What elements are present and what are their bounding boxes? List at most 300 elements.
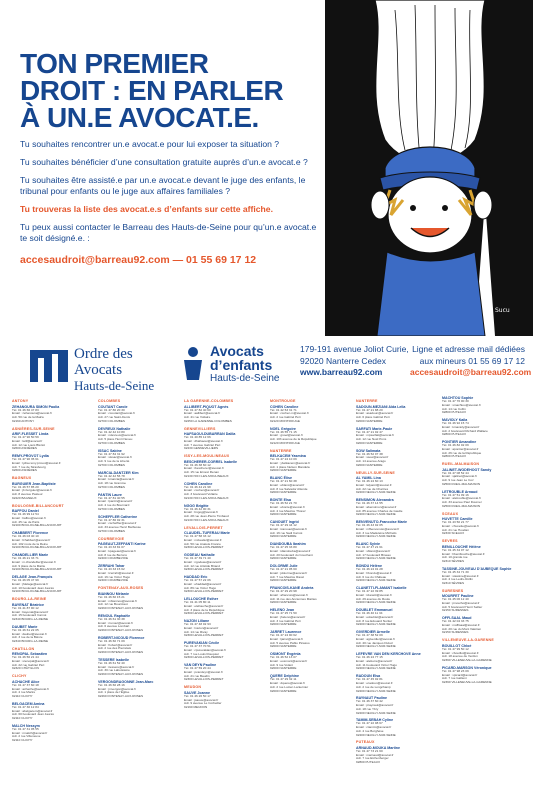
lawyer-entry — [98, 405, 179, 424]
ordre-logo-line1: Ordre des Avocats — [74, 346, 133, 378]
lawyer-detail: Tél. 01 46 52 07 38 — [356, 451, 383, 456]
lawyer-detail: Email : larif@avocat.fr — [12, 438, 43, 443]
city-heading: NANTERRE — [270, 448, 292, 453]
lawyer-detail: Adr. 11 boulevard Victor Hugo — [356, 662, 397, 667]
lawyer-detail: 92200 NEUILLY-SUR-SEINE — [356, 534, 396, 539]
city-heading: BOULOGNE-BILLANCOURT — [12, 503, 64, 508]
lawyer-entry — [270, 476, 351, 495]
lawyer-entry — [184, 531, 265, 550]
lawyer-detail: Tél. 01 47 37 70 51 — [184, 644, 211, 649]
lawyer-detail: Tél. 01 47 08 52 44 — [442, 470, 469, 475]
lawyer-detail: 92000 NANTERRE — [270, 622, 297, 627]
lawyer-name: OSMONT Evgénia — [270, 652, 301, 657]
lawyer-name: CLANETTI-FLAMANT Isabelle — [356, 586, 407, 591]
lawyer-entry — [356, 746, 437, 765]
lawyer-entry — [184, 575, 265, 594]
lawyer-detail: Email : ccohen.m@avocat.fr — [270, 411, 309, 416]
lawyer-detail: Email : chuvette@avocat.fr — [442, 523, 480, 528]
lawyer-detail: Tél. 01 47 31 05 55 — [12, 726, 39, 731]
lawyer-detail: Adr. 4 rue Borghèse — [356, 728, 384, 733]
lawyer-entry — [356, 564, 437, 583]
lawyer-detail: Adr. 1 place Nelson Mandela — [270, 464, 310, 469]
lawyer-detail: Email : ebonte@avocat.fr — [270, 504, 305, 509]
lawyer-entry — [442, 644, 523, 663]
lawyer-detail: Tél. 01 46 60 15 21 — [98, 594, 125, 599]
lawyer-name: TAMIM-SEBAH Cyline — [356, 718, 394, 723]
lawyer-detail: 92260 FONTENAY-AUX-ROSES — [98, 671, 144, 676]
lawyer-name: BLANC Sylvie — [356, 542, 380, 547]
lawyer-name: MACHTOU Sophie — [442, 396, 474, 400]
lawyer-entry — [356, 696, 437, 715]
lawyer-name: GIVERDIER Armelle — [356, 630, 390, 635]
lawyer-detail: Adr. 30 rue Laboissière — [98, 668, 130, 673]
lawyer-detail: Email : daubet@avocat.fr — [12, 631, 47, 636]
lawyer-detail: Adr. 5 boulevard Henri Sellier — [442, 604, 483, 609]
lawyer-detail: Email : cpurevakian@avocat.fr — [184, 648, 227, 653]
lawyer-detail: Email : lalyamil@avocat.fr — [356, 482, 392, 487]
lawyer-detail: Tél. 01 46 24 60 13 — [356, 479, 383, 484]
city-heading: CLICHY — [12, 674, 27, 679]
lawyer-detail: 92160 ANTONY — [12, 418, 35, 423]
lawyer-detail: 92130 ISSY-LES-MOULINEAUX — [184, 517, 229, 522]
lawyer-entry — [356, 427, 437, 446]
lawyer-name: HADDAD Eric — [184, 575, 208, 580]
lawyer-detail: Adr. 3 rue Madeleine Michelis — [356, 530, 397, 535]
lawyer-detail: Email : dquere@avocat.fr — [270, 681, 305, 686]
lawyer-detail: Adr. 9 place de la Mairie — [12, 563, 46, 568]
lawyer-detail: Adr. 7 rue Gallieni — [442, 676, 467, 681]
lawyer-name: DIANDOUBA Ibrahim — [270, 542, 306, 547]
lawyer-detail: Adr. 18 rue Gramme — [98, 481, 127, 486]
lawyer-detail: 92200 NEUILLY-SUR-SEINE — [356, 644, 396, 649]
lawyer-detail: Email : bayenat@avocat.fr — [12, 609, 49, 614]
child-under-robe-illustration — [325, 0, 533, 336]
lawyer-detail: Email : ibescherer@avocat.fr — [184, 466, 224, 471]
lawyer-entry — [184, 460, 265, 479]
lawyer-detail: Email : alefevre@avocat.fr — [356, 659, 393, 664]
lawyer-name: ISSAC Sabine — [98, 448, 122, 453]
lawyer-detail: 92390 VILLENEUVE-LA-GARENNE — [442, 657, 492, 662]
website-link[interactable]: www.barreau92.com — [300, 367, 383, 377]
minors-line-2: aux mineurs 01 55 69 17 12 — [419, 355, 525, 366]
lawyer-detail: 92110 CLICHY — [12, 738, 33, 743]
lawyer-entry — [98, 427, 179, 446]
lawyer-entry — [98, 515, 179, 534]
lawyer-detail: Email : ssow@avocat.fr — [356, 455, 389, 460]
lawyer-detail: 92390 VILLENEUVE-LA-GARENNE — [442, 679, 492, 684]
lawyer-name: ZEHANOURA SIMON Paolia — [12, 404, 60, 409]
lawyer-entry — [98, 614, 179, 633]
lawyer-name: BELGACEM Amina — [12, 701, 45, 706]
lawyer-detail: Email : stassine@avocat.fr — [442, 573, 479, 578]
lawyer-detail: 92000 NANTERRE — [356, 462, 383, 467]
lawyer-detail: Email : mclaudel@avocat.fr — [184, 537, 222, 542]
lawyer-detail: Email : lydia.remy.provot@avocat.fr — [12, 460, 61, 465]
lawyer-detail: Tél. 01 47 59 20 44 — [184, 666, 211, 671]
lawyer-detail: Adr. 2 rue Gabriel Péri — [270, 415, 301, 420]
lawyer-detail: Email : zehanoura@avocat.fr — [12, 411, 52, 416]
lawyer-detail: Email : abelgacem@avocat.fr — [12, 708, 53, 713]
lawyer-detail: Tél. 01 47 29 20 98 — [270, 589, 297, 594]
lawyer-detail: 92000 NANTERRE — [270, 666, 297, 671]
city-heading: CHATILLON — [12, 646, 35, 651]
lawyer-entry — [270, 674, 351, 693]
lawyer-detail: Email : jfdelage@avocat.fr — [12, 582, 49, 587]
lawyer-name: BONTE Elsa — [270, 498, 291, 503]
lawyer-detail: Email : ctamim@avocat.fr — [356, 725, 392, 730]
lawyer-detail: 92600 ASNIÈRES — [12, 468, 37, 473]
lawyer-entry — [98, 636, 179, 655]
lawyer-detail: Email : asadoun@avocat.fr — [356, 411, 394, 416]
lawyer-detail: Adr. 9 rue de la Liberté — [98, 459, 130, 464]
lawyer-detail: Adr. 18 rue Ybry — [356, 706, 379, 711]
lawyer-detail: Email : ybelkacem@avocat.fr — [270, 460, 311, 465]
lawyer-detail: Adr. 22 rue Gabriel Péri — [12, 662, 45, 667]
city-heading: BAGNEUX — [12, 476, 32, 481]
lawyer-detail: Tél. 01 47 90 35 61 — [12, 457, 39, 462]
lawyer-detail: 92150 SURESNES — [442, 608, 469, 613]
lawyer-detail: Email : hbondu@avocat.fr — [356, 571, 392, 576]
lawyer-detail: Email : jmvergon@avocat.fr — [98, 686, 137, 691]
lawyer-entry — [442, 567, 523, 586]
lawyer-detail: Tél. 01 47 48 02 93 — [184, 622, 211, 627]
lawyer-detail: 92000 NANTERRE — [270, 490, 297, 495]
city-heading: COLOMBES — [98, 399, 121, 403]
lawyer-detail: Adr. 33 avenue Paul Doumer — [442, 500, 482, 505]
lawyer-name: BONDU Hélène — [356, 564, 382, 569]
lawyer-detail: Adr. 15 boulevard Carnot — [12, 613, 47, 618]
lawyer-name: LELLOUCHE Esther — [184, 597, 219, 602]
lawyer-entry — [270, 498, 351, 517]
lawyer-name: TASSINE-JOUVEAU D’AUBEQUE Sophie — [442, 566, 512, 571]
city-heading: BOURG-LA-REINE — [12, 597, 47, 602]
lawyer-detail: 92800 PUTEAUX — [442, 454, 467, 459]
lawyer-detail: Tél. 01 46 44 21 98 — [184, 484, 211, 489]
lawyer-name: SCHEFFLER Catherine — [98, 514, 138, 519]
lawyer-detail: Tél. 01 47 80 20 30 — [98, 407, 125, 412]
lawyer-name: RADOUN Elsa — [356, 674, 381, 679]
lawyer-detail: 92100 BOULOGNE-BILLANCOURT — [12, 589, 62, 594]
lawyer-detail: Tél. 01 46 26 50 17 — [184, 693, 211, 698]
lawyer-detail: Tél. 01 47 45 02 81 — [356, 677, 383, 682]
lawyer-detail: Email : nmalch@avocat.fr — [12, 730, 48, 735]
lawyer-detail: Adr. 16 rue Victor Hugo — [98, 574, 131, 579]
directory-column — [12, 396, 93, 796]
lawyer-entry — [270, 405, 351, 424]
minors-contact — [410, 344, 532, 379]
lawyer-name: PICARD-MARSON Véronique — [442, 665, 492, 670]
lawyer-detail: Adr. 50 rue Anatole France — [184, 541, 221, 546]
lawyer-entry — [442, 440, 523, 459]
lawyer-detail: Adr. 12 rue Aristide Briand — [184, 563, 220, 568]
lawyer-detail: Adr. 41 rue Voltaire — [184, 415, 211, 420]
directory-column — [184, 396, 265, 796]
lawyer-detail: Adr. 7 rue de Strasbourg — [12, 464, 46, 469]
lawyer-detail: Adr. 1 place de l’Église — [98, 690, 130, 695]
lawyer-detail: Email : sblanc@avocat.fr — [356, 549, 391, 553]
lawyer-detail: Email : ndevreux@avocat.fr — [98, 433, 137, 438]
lawyer-detail: 92400 COURBEVOIE — [98, 556, 129, 561]
lawyer-detail: Tél. 01 47 84 31 92 — [98, 451, 125, 456]
lawyer-detail: Tél. 01 47 22 39 85 — [356, 589, 383, 594]
lawyer-detail: Tél. 01 46 60 71 09 — [98, 638, 125, 643]
lawyer-entry — [442, 545, 523, 564]
lawyer-detail: Email : rrenoul@avocat.fr — [98, 620, 133, 625]
lawyer-name: HAFSAOUI-DUBARRAN Dalila — [184, 432, 236, 437]
lawyer-detail: 92700 COLOMBES — [98, 462, 125, 467]
lawyer-entry — [98, 542, 179, 561]
lawyer-detail: Tél. 01 47 21 60 38 — [270, 479, 297, 484]
lawyer-detail: Tél. 01 47 24 10 09 — [270, 457, 297, 462]
lawyer-entry — [442, 468, 523, 487]
lawyer-detail: Tél. 01 47 86 02 31 — [98, 517, 125, 522]
lawyer-entry — [184, 691, 265, 710]
lawyer-detail: 92000 NANTERRE — [270, 578, 297, 583]
city-heading: RUEIL-MALMAISON — [442, 462, 480, 467]
lawyer-detail: Tél. 01 47 24 90 62 — [270, 633, 297, 638]
lawyer-detail: 92700 COLOMBES — [98, 440, 125, 445]
contact-text: Tu peux aussi contacter le Barreau des Hauts-de-Seine pour qu’un.e avocat.e te soit désigné.e. : — [20, 222, 317, 243]
lawyer-entry — [356, 449, 437, 468]
lawyer-detail: 92310 SÈVRES — [442, 580, 465, 585]
lawyer-detail: 92000 NANTERRE — [270, 600, 297, 605]
lawyer-name: OFFI-SAAL Maud — [442, 616, 472, 621]
lawyer-name: CLAUDEL-TUFERAU Marie — [184, 531, 230, 536]
lawyer-detail: Tél. 01 47 57 22 06 — [184, 578, 211, 583]
intro-block — [20, 50, 320, 266]
lawyer-detail: Adr. 33 avenue Henri Barbusse — [98, 525, 141, 530]
lawyer-detail: Email : vpicard@avocat.fr — [442, 672, 478, 677]
lawyer-detail: 92190 MEUDON — [184, 705, 208, 709]
lawyer-name: LETROUBLE Arnaud — [442, 489, 478, 494]
lawyer-detail: Tél. 01 47 47 21 61 — [356, 545, 383, 550]
contact-email[interactable]: accesaudroit@barreau92.com — 01 55 69 17 12 — [20, 254, 257, 266]
lawyer-name: BIANNOU Mélanie — [98, 591, 129, 596]
lawyer-detail: Adr. 3 boulevard Voltaire — [184, 492, 218, 497]
lawyer-detail: 92120 MONTROUGE — [270, 440, 300, 445]
lawyer-name: COUTANT Carole — [98, 404, 128, 409]
lawyer-name: BENILLOUCHE Hélène — [442, 544, 481, 549]
minors-email[interactable]: accesaudroit@barreau92.com — [410, 367, 532, 377]
lawyer-detail: 92300 LEVALLOIS-PERRET — [184, 589, 224, 594]
lawyer-detail: Tél. 01 40 85 12 66 — [184, 435, 211, 440]
lawyer-detail: Tél. 01 46 61 30 38 — [98, 616, 125, 621]
lawyer-detail: Tél. 01 47 98 23 09 — [442, 668, 469, 673]
lawyer-detail: Adr. 4 rue Ledru-Rollin — [442, 577, 473, 582]
lawyer-detail: Email : apontier@avocat.fr — [442, 446, 479, 451]
lawyer-detail: Tél. 01 46 60 28 16 — [98, 682, 125, 687]
lawyer-detail: Adr. 20 boulevard du Couchant — [270, 552, 313, 557]
poster-headline — [20, 50, 320, 131]
lawyer-detail: Tél. 01 47 37 60 18 — [12, 682, 39, 687]
lawyer-detail: Adr. 3 rue de la Bièvre — [12, 635, 43, 640]
lawyer-entry — [98, 493, 179, 512]
directory-column — [270, 396, 351, 796]
lawyer-detail: Adr. 3 rue Gabriel Péri — [270, 618, 301, 623]
lawyer-entry — [184, 663, 265, 682]
lawyer-detail: Tél. 01 46 38 60 12 — [184, 462, 211, 467]
lawyer-detail: Email : mpsarfati@avocat.fr — [356, 433, 395, 438]
lawyer-entry — [12, 531, 93, 550]
lawyer-name: HELENO Jean — [270, 608, 295, 613]
lawyer-detail: Email : frobert@avocat.fr — [98, 642, 133, 647]
ordre-des-avocats-logo — [28, 344, 168, 393]
lawyer-entry — [356, 608, 437, 627]
lawyer-name: ACHACHE Alice — [12, 679, 40, 684]
lawyer-detail: Email : bngog@avocat.fr — [184, 510, 218, 515]
lawyer-name: BAYENAT Béatrice — [12, 602, 44, 607]
lawyer-entry — [184, 432, 265, 451]
lawyer-name: BLANC Élise — [270, 476, 292, 481]
lawyer-detail: Tél. 01 47 29 44 12 — [270, 523, 297, 528]
lawyer-detail: Tél. 01 41 05 80 11 — [184, 600, 211, 605]
lawyer-detail: 92260 FONTENAY-AUX-ROSES — [98, 627, 144, 632]
lawyer-detail: Adr. 15 rue Ernest Renan — [184, 470, 219, 475]
lawyer-name: LEFEVRE VAN DEN KERCHOVE Anne — [356, 652, 421, 657]
lawyer-detail: Adr. 60 boulevard Jean Jaurès — [12, 712, 54, 717]
lawyer-detail: Adr. 6 avenue Lombart — [98, 624, 130, 629]
lawyer-entry — [356, 476, 437, 495]
lawyer-detail: 92260 FONTENAY-AUX-ROSES — [98, 605, 144, 610]
lawyer-detail: 92320 CHÂTILLON — [12, 666, 39, 671]
enfants-logo-line2: d’enfants — [210, 357, 273, 373]
lawyer-name: ALLIBERT-PIQUOT Agnès — [184, 404, 229, 409]
lawyer-detail: Tél. 01 47 90 50 59 — [12, 435, 39, 440]
lawyer-name: BENVENUTO-Francoise Marie — [356, 520, 408, 525]
lawyer-entry — [184, 405, 265, 424]
lawyer-detail: 92700 COLOMBES — [98, 506, 125, 511]
lawyer-detail: Adr. 45 rue de Paris — [12, 519, 40, 524]
lawyer-detail: Tél. 01 47 39 71 40 — [184, 556, 211, 561]
lawyer-detail: Email : eosmont@avocat.fr — [270, 659, 308, 664]
headline-line-2: DROIT : EN PARLER — [20, 75, 284, 106]
lawyer-detail: Email : abensimon@avocat.fr — [356, 504, 397, 509]
lawyer-detail: Tél. 01 47 99 50 12 — [442, 646, 469, 651]
lawyer-detail: 92800 PUTEAUX — [442, 410, 467, 415]
lawyer-name: CHABBERT Florence — [12, 531, 49, 536]
lawyer-name: MARCIA-DANTZER Kim — [98, 470, 139, 475]
lawyer-name: BOUILLOT Chloé — [442, 643, 472, 648]
lawyer-detail: 92000 NANTERRE — [270, 556, 297, 561]
lawyer-name: BESCHERER-CORREL Isabelle — [184, 459, 238, 464]
lawyer-detail: Tél. 01 42 42 56 78 — [98, 473, 125, 478]
address-line-1: 179-191 avenue Joliot Curie, — [300, 344, 409, 354]
lawyer-entry — [12, 482, 93, 501]
lawyer-entry — [442, 517, 523, 536]
city-heading: ANTONY — [12, 399, 29, 403]
city-heading: SEVRES — [442, 539, 458, 544]
lawyer-detail: 92800 PUTEAUX — [356, 760, 381, 765]
lawyer-detail: Tél. 01 46 82 02 09 — [442, 443, 469, 448]
lawyer-detail: Tél. 01 47 51 09 16 — [442, 492, 469, 497]
lawyer-detail: Adr. 6 rue du Château — [356, 574, 387, 579]
lawyer-detail: Email : tzerrahi@avocat.fr — [98, 571, 134, 576]
lawyer-detail: Adr. 28 rue Jean-Pierre Timbaud — [184, 514, 229, 519]
lawyer-detail: Tél. 01 41 87 90 12 — [12, 605, 39, 610]
lawyer-name: SAUVE Joanne — [184, 690, 210, 695]
lawyer-detail: Tél. 01 47 58 33 12 — [184, 534, 211, 539]
poster-top — [0, 0, 533, 336]
lawyer-detail: Adr. 2 rue des Pierrelais — [98, 646, 132, 651]
lawyer-name: BELKACEM Yasmina — [270, 454, 306, 459]
lawyer-entry — [98, 471, 179, 490]
lawyer-entry — [12, 625, 93, 644]
address-line-2: 92020 Nanterre Cedex — [300, 355, 387, 366]
ordre-logo-line2: Hauts-de-Seine — [74, 378, 155, 393]
lawyer-detail: Email : eradoun@avocat.fr — [356, 681, 393, 686]
lawyer-entry — [356, 542, 437, 561]
lawyer-detail: 92000 NANTERRE — [270, 512, 297, 517]
lawyer-detail: Email : agiverdier@avocat.fr — [356, 637, 395, 642]
lawyer-entry — [12, 680, 93, 699]
lawyer-detail: 92700 COLOMBES — [98, 418, 125, 423]
enfants-logo-line1: Avocats — [210, 343, 264, 359]
lawyer-detail: Adr. 85 avenue Charles de Gaulle — [356, 508, 403, 513]
lawyer-detail: 92300 LEVALLOIS-PERRET — [184, 611, 224, 616]
lawyer-name: SOW Salimata — [356, 448, 381, 453]
highlight-text: Tu trouveras la liste des avocat.e.s d’enfants sur cette affiche. — [20, 204, 273, 214]
lawyer-detail: 92300 LEVALLOIS-PERRET — [184, 633, 224, 638]
lawyer-detail: Tél. 01 47 81 40 55 — [98, 495, 125, 500]
lawyer-detail: Tél. 01 47 29 32 11 — [270, 677, 297, 682]
illustration-signature: Sucu — [495, 307, 510, 314]
lawyer-detail: Email : m.chandellier@avocat.fr — [12, 560, 56, 564]
lawyer-detail: Adr. 89 rue Victor Hugo — [184, 585, 217, 590]
lawyer-detail: Tél. 01 46 43 92 05 — [356, 523, 383, 528]
lawyer-detail: Adr. 2 boulevard Richard Wallace — [442, 428, 488, 433]
city-heading: LA GARENNE-COLOMBES — [184, 399, 234, 403]
lawyer-entry — [356, 718, 437, 737]
lawyer-detail: Tél. 01 47 21 05 60 — [270, 567, 297, 572]
lawyer-detail: 92310 SÈVRES — [442, 558, 465, 563]
lawyer-detail: 92700 COLOMBES — [98, 484, 125, 489]
lawyer-name: ARNAUD-MOUKA Martine — [356, 745, 400, 750]
headline-line-3: À UN.E AVOCAT.E. — [20, 102, 259, 133]
lawyer-entry — [98, 658, 179, 677]
lawyer-detail: Tél. 01 46 52 13 07 — [270, 655, 297, 660]
lawyer-detail: Email : sissac@avocat.fr — [98, 455, 132, 460]
lawyer-detail: Adr. 7 rue Maurice Ravel — [270, 574, 305, 579]
lawyer-detail: 92150 SURESNES — [442, 630, 469, 635]
lawyer-detail: 92300 LEVALLOIS-PERRET — [184, 567, 224, 572]
lawyer-detail: Adr. 9 avenue Le Corbeiller — [184, 701, 222, 706]
lawyer-entry — [12, 405, 93, 424]
lawyer-detail: Adr. 14 avenue Arago — [356, 459, 386, 464]
lawyer-detail: Adr. 7 avenue Gabriel Péri — [184, 442, 221, 447]
lawyer-detail: Email : lpantin@avocat.fr — [98, 499, 133, 504]
lawyer-detail: Email : kmavioly@avocat.fr — [442, 424, 480, 429]
lawyer-detail: Email : cscheffler@avocat.fr — [98, 521, 137, 526]
lawyer-detail: 92200 NEUILLY-SUR-SEINE — [356, 600, 396, 605]
lawyer-entry — [12, 652, 93, 671]
lawyer-detail: 92130 ISSY-LES-MOULINEAUX — [184, 473, 229, 478]
lawyer-directory — [12, 396, 524, 796]
lawyer-detail: Email : ccoutant@avocat.fr — [98, 411, 136, 416]
lawyer-name: JARRET Laurence — [270, 630, 302, 635]
lawyer-detail: Adr. 26 rue de la République — [442, 450, 482, 455]
lawyer-detail: Email : marnaud@avocat.fr — [356, 752, 394, 757]
question-2: Tu souhaites bénéficier d’une consultation gratuite auprès d’un.e avocat.e ? — [20, 157, 308, 167]
lawyer-detail: Adr. 8 rue de Bezons — [98, 552, 127, 557]
lawyer-detail: Tél. 01 46 37 14 55 — [356, 501, 383, 506]
lawyer-detail: Email : hbenillouche@avocat.fr — [442, 551, 485, 556]
lawyer-entry — [98, 564, 179, 583]
lawyer-detail: Adr. 20 rue du Mont Valérien — [442, 626, 482, 631]
lawyer-detail: Adr. 21 rue Baudin — [184, 673, 210, 678]
lawyer-entry — [442, 418, 523, 437]
lawyer-detail: Email : baffou@avocat.fr — [12, 515, 46, 520]
lawyer-detail: Tél. 01 46 55 71 15 — [270, 429, 297, 434]
